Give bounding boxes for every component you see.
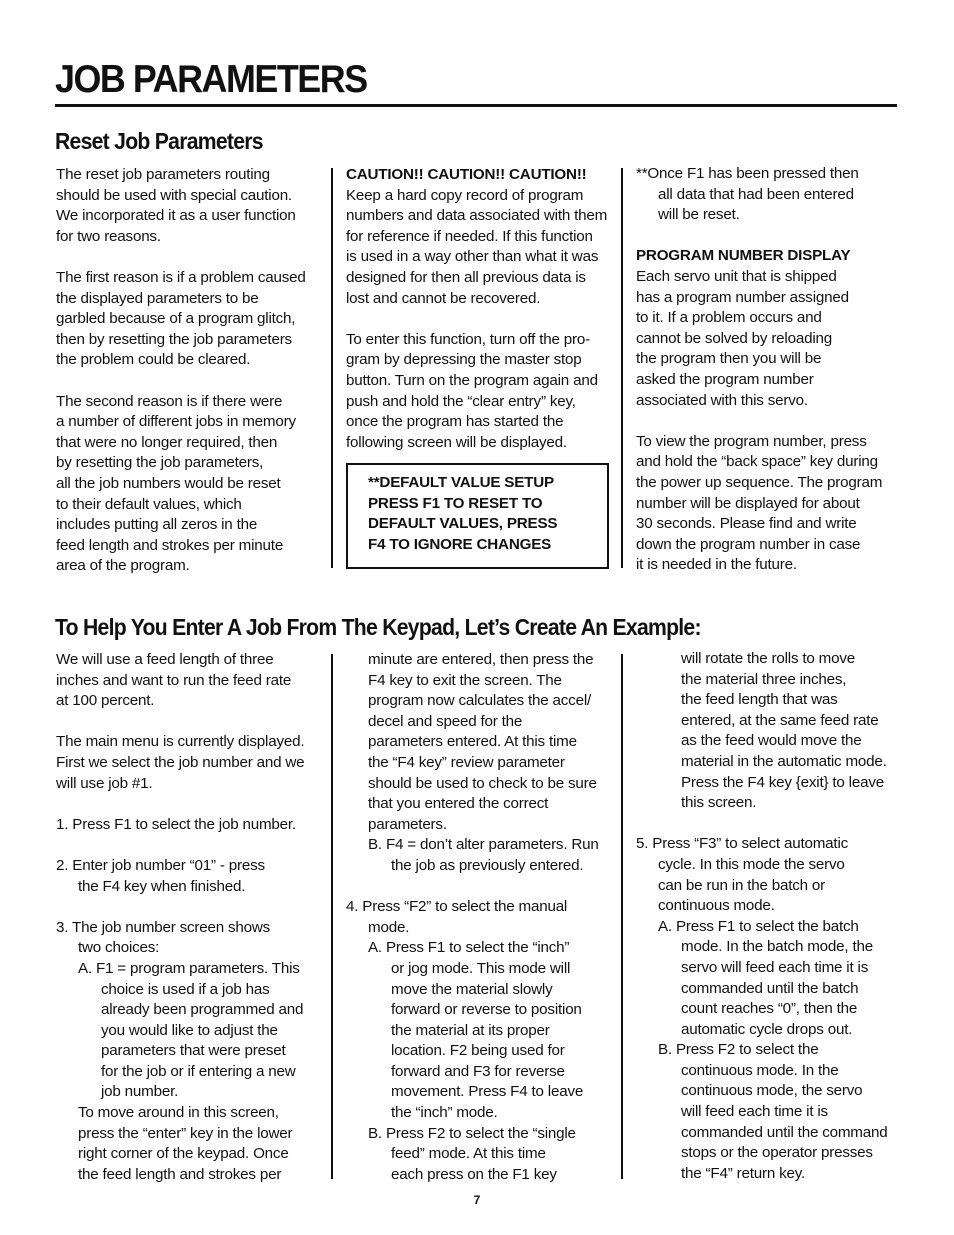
text-line: feed” mode. At this time <box>391 1145 546 1163</box>
text-line: gram by depressing the master stop <box>346 351 582 369</box>
example-intro-paragraph <box>56 650 326 712</box>
column-divider <box>331 654 333 1179</box>
text-line: To move around in this screen, <box>78 1104 279 1122</box>
text-line: the material at its proper <box>391 1021 550 1039</box>
text-line: will feed each time it is <box>681 1103 828 1121</box>
caution-heading: CAUTION!! CAUTION!! CAUTION!! <box>346 166 587 183</box>
text-line: the “F4” return key. <box>681 1164 806 1182</box>
text-line: then by resetting the job parameters <box>56 330 292 348</box>
text-line: We incorporated it as a user function <box>56 207 296 225</box>
text-line: and hold the “back space” key during <box>636 453 878 471</box>
text-line: press the “enter” key in the lower <box>78 1124 293 1142</box>
text-line: A. Press F1 to select the “inch” <box>368 939 570 957</box>
text-line: location. F2 being used for <box>391 1042 565 1060</box>
text-line: or jog mode. This mode will <box>391 959 571 977</box>
text-line: move the material slowly <box>391 980 553 998</box>
text-line: DEFAULT VALUES, PRESS <box>368 515 558 533</box>
text-line: material in the automatic mode. <box>681 752 887 770</box>
step-3b <box>346 835 616 876</box>
text-line: movement. Press F4 to leave <box>391 1083 584 1101</box>
text-line: B. Press F2 to select the <box>658 1041 819 1059</box>
text-line: program now calculates the accel/ <box>368 692 592 710</box>
text-line: decel and speed for the <box>368 712 523 730</box>
text-line: B. Press F2 to select the “single <box>368 1124 576 1142</box>
text-line: to it. If a problem occurs and <box>636 309 822 327</box>
text-line: the feed length and strokes per <box>78 1165 282 1183</box>
text-line: has a program number assigned <box>636 288 849 306</box>
reset-note <box>636 164 901 226</box>
program-number-heading: PROGRAM NUMBER DISPLAY <box>636 247 851 265</box>
step-4 <box>346 897 616 938</box>
text-line: two choices: <box>78 939 160 957</box>
text-line: it is needed in the future. <box>636 556 797 574</box>
caution-paragraph <box>346 186 614 310</box>
step-2 <box>56 856 326 897</box>
enter-function-paragraph <box>346 330 614 454</box>
text-line: Each servo unit that is shipped <box>636 267 837 285</box>
text-line: **DEFAULT VALUE SETUP <box>368 474 554 491</box>
reset-column-2 <box>346 165 614 453</box>
text-line: asked the program number <box>636 370 814 388</box>
text-line: push and hold the “clear entry” key, <box>346 392 576 410</box>
text-line: will be reset. <box>658 206 740 224</box>
text-line: continuous mode. <box>658 897 775 915</box>
text-line: forward and F3 for reverse <box>391 1062 565 1080</box>
text-line: continuous mode. In the <box>681 1061 839 1079</box>
step-4b-continued <box>636 649 901 814</box>
text-line: Press the F4 key {exit} to leave <box>681 773 884 791</box>
text-line: **Once F1 has been pressed then <box>636 165 859 182</box>
text-line: down the program number in case <box>636 535 861 553</box>
text-line: numbers and data associated with them <box>346 207 608 225</box>
text-line: 3. The job number screen shows <box>56 918 271 936</box>
text-line: for two reasons. <box>56 227 161 245</box>
text-line: right corner of the keypad. Once <box>78 1145 289 1163</box>
text-line: by resetting the job parameters, <box>56 454 264 472</box>
text-line: First we select the job number and we <box>56 753 305 771</box>
column-divider <box>621 168 623 568</box>
text-line: once the program has started the <box>346 413 564 431</box>
text-line: job number. <box>101 1083 179 1101</box>
text-line: you would like to adjust the <box>101 1021 278 1039</box>
text-line: the “inch” mode. <box>391 1104 498 1122</box>
text-line: parameters. <box>368 815 447 833</box>
text-line: the material three inches, <box>681 670 847 688</box>
default-value-screen-box <box>346 463 609 569</box>
text-line: servo will feed each time it is <box>681 958 869 976</box>
text-line: parameters entered. At this time <box>368 733 577 751</box>
reset-column-1 <box>56 165 324 577</box>
page-number: 7 <box>473 1193 481 1207</box>
text-line: feed length and strokes per minute <box>56 536 284 554</box>
text-line: Keep a hard copy record of program <box>346 186 584 204</box>
text-line: 30 seconds. Please find and write <box>636 515 857 533</box>
text-line: all data that had been entered <box>658 185 854 203</box>
text-line: garbled because of a program glitch, <box>56 310 296 328</box>
text-line: as the feed would move the <box>681 732 862 750</box>
text-line: inches and want to run the feed rate <box>56 671 292 689</box>
text-line: The first reason is if a problem caused <box>56 268 306 286</box>
text-line: each press on the F1 key <box>391 1165 557 1183</box>
example-column-2 <box>346 650 616 1185</box>
text-line: includes putting all zeros in the <box>56 516 258 534</box>
text-line: all the job numbers would be reset <box>56 474 281 492</box>
text-line: already been programmed and <box>101 1001 304 1019</box>
main-menu-paragraph <box>56 732 326 794</box>
text-line: minute are entered, then press the <box>368 651 594 668</box>
step-3-continued <box>56 1103 326 1185</box>
text-line: area of the program. <box>56 557 190 575</box>
text-line: should be used to check to be sure <box>368 774 597 792</box>
example-column-3 <box>636 649 901 1184</box>
section-heading-reset: Reset Job Parameters <box>55 128 263 154</box>
step-1 <box>56 815 326 836</box>
program-number-paragraph <box>636 267 901 411</box>
text-line: The second reason is if there were <box>56 392 283 410</box>
step-3 <box>56 918 326 959</box>
text-line: to their default values, which <box>56 495 242 513</box>
text-line: should be used with special caution. <box>56 186 292 204</box>
text-line: A. Press F1 to select the batch <box>658 917 859 935</box>
text-line: commanded until the command <box>681 1123 888 1141</box>
text-line: will use job #1. <box>56 774 153 792</box>
text-line: designed for then all previous data is <box>346 268 586 286</box>
text-line: the displayed parameters to be <box>56 289 259 307</box>
text-line: that were no longer required, then <box>56 433 278 451</box>
text-line: number will be displayed for about <box>636 494 860 512</box>
text-line: cannot be solved by reloading <box>636 329 832 347</box>
text-line: for the job or if entering a new <box>101 1062 296 1080</box>
text-line: B. F4 = don’t alter parameters. Run <box>368 836 599 854</box>
text-line: lost and cannot be recovered. <box>346 289 541 307</box>
text-line: 5. Press “F3” to select automatic <box>636 835 849 853</box>
text-line: The main menu is currently displayed. <box>56 733 305 751</box>
text-line: automatic cycle drops out. <box>681 1020 853 1038</box>
text-line: entered, at the same feed rate <box>681 711 879 729</box>
page-title: JOB PARAMETERS <box>55 58 367 101</box>
text-line: mode. <box>368 918 410 936</box>
column-divider <box>331 168 333 568</box>
text-line: associated with this servo. <box>636 391 808 409</box>
step-3-continued-2 <box>346 650 616 835</box>
text-line: the “F4 key” review parameter <box>368 753 565 771</box>
text-line: that you entered the correct <box>368 795 549 813</box>
step-3a <box>56 959 326 1103</box>
text-line: the job as previously entered. <box>391 856 584 874</box>
text-line: button. Turn on the program again and <box>346 371 598 389</box>
reset-second-reason-paragraph <box>56 392 324 577</box>
text-line: choice is used if a job has <box>101 980 270 998</box>
text-line: the power up sequence. The program <box>636 473 883 491</box>
text-line: We will use a feed length of three <box>56 651 274 668</box>
text-line: will rotate the rolls to move <box>681 650 855 667</box>
text-line: To view the program number, press <box>636 432 867 450</box>
text-line: parameters that were preset <box>101 1042 286 1060</box>
example-column-1 <box>56 650 326 1185</box>
text-line: the problem could be cleared. <box>56 351 251 369</box>
text-line: F4 key to exit the screen. The <box>368 671 562 689</box>
text-line: To enter this function, turn off the pro- <box>346 330 590 348</box>
text-line: commanded until the batch <box>681 979 859 997</box>
title-rule <box>55 104 897 107</box>
text-line: PRESS F1 TO RESET TO <box>368 494 543 512</box>
text-line: 1. Press F1 to select the job number. <box>56 815 296 833</box>
text-line: continuous mode, the servo <box>681 1082 863 1100</box>
text-line: for reference if needed. If this function <box>346 227 593 245</box>
text-line: 2. Enter job number “01” - press <box>56 856 265 874</box>
column-divider <box>621 654 623 1179</box>
text-line: at 100 percent. <box>56 692 155 710</box>
step-4a <box>346 938 616 1123</box>
text-line: cycle. In this mode the servo <box>658 855 845 873</box>
text-line: a number of different jobs in memory <box>56 413 296 431</box>
step-5 <box>636 834 901 916</box>
text-line: count reaches “0”, then the <box>681 1000 858 1018</box>
view-program-number-paragraph <box>636 432 901 576</box>
text-line: mode. In the batch mode, the <box>681 938 873 956</box>
text-line: A. F1 = program parameters. This <box>78 959 300 977</box>
text-line: the program then you will be <box>636 350 822 368</box>
step-5b <box>636 1040 901 1184</box>
text-line: stops or the operator presses <box>681 1144 873 1162</box>
section-heading-example: To Help You Enter A Job From The Keypad, Let’s Create An Example: <box>55 614 701 640</box>
text-line: F4 TO IGNORE CHANGES <box>368 535 552 553</box>
reset-column-3 <box>636 164 901 576</box>
text-line: The reset job parameters routing <box>56 166 270 183</box>
reset-intro-paragraph <box>56 165 324 247</box>
text-line: the feed length that was <box>681 691 838 709</box>
text-line: can be run in the batch or <box>658 876 826 894</box>
step-5a <box>636 917 901 1041</box>
step-4b <box>346 1124 616 1186</box>
text-line: forward or reverse to position <box>391 1001 582 1019</box>
text-line: this screen. <box>681 794 757 812</box>
text-line: is used in a way other than what it was <box>346 248 599 266</box>
reset-first-reason-paragraph <box>56 268 324 371</box>
text-line: 4. Press “F2” to select the manual <box>346 898 568 916</box>
text-line: following screen will be displayed. <box>346 433 567 451</box>
text-line: the F4 key when finished. <box>78 877 246 895</box>
